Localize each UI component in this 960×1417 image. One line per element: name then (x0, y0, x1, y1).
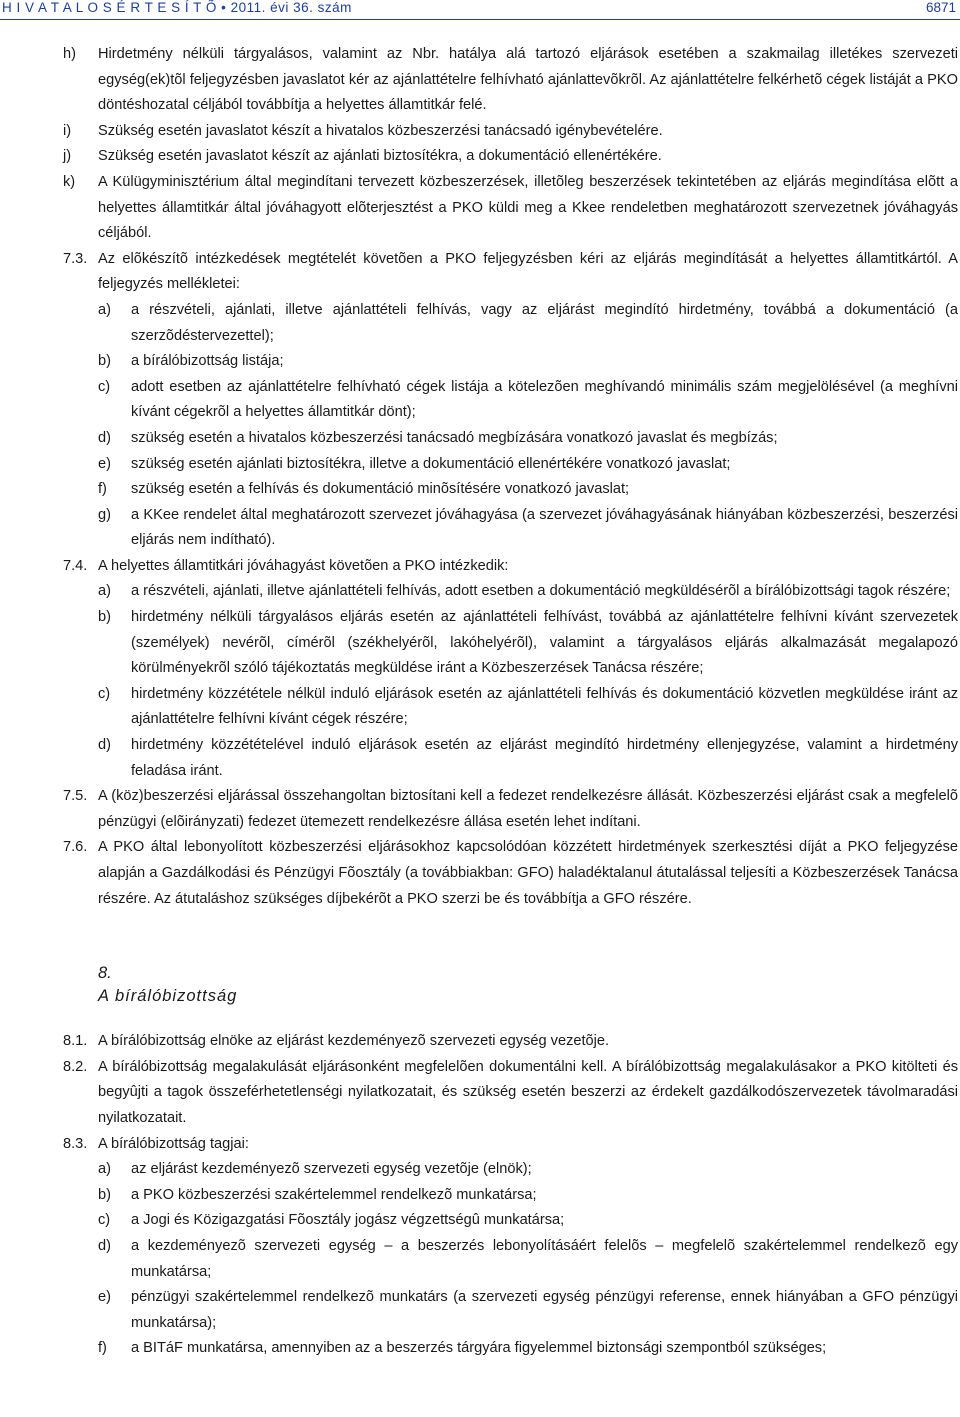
list-item (0, 682, 960, 733)
list-item (0, 170, 960, 247)
paragraph-number: 7.6. (63, 839, 88, 856)
item-text: a BITáF munkatársa, amennyiben az a beszerzés tárgyára figyelemmel biztonsági szempontból szükséges; (131, 1340, 827, 1357)
section-paragraph (0, 1132, 960, 1158)
section-paragraph (0, 247, 960, 298)
paragraph-number: 7.4. (63, 557, 88, 574)
section-number: 8. (98, 964, 112, 983)
item-marker: f) (98, 1340, 107, 1357)
item-text: az eljárást kezdeményezõ szervezeti egység vezetõje (elnök); (131, 1161, 532, 1178)
item-marker: a) (98, 583, 111, 600)
document-body (0, 42, 960, 1362)
item-marker: c) (98, 378, 111, 395)
item-marker: e) (98, 455, 111, 472)
section-title: A bírálóbizottság (98, 987, 238, 1006)
list-item (0, 733, 960, 784)
item-text: hirdetmény nélküli tárgyalásos eljárás esetén az ajánlattételi felhívást, továbbá az ajánlattételre felhívni kívánt szervezetek (személyek) nevérõl, címérõl (székhelyérõl, lakóhelyérõl), valamint a tárgyalásos eljárás alkalmazását megalapozó körülményekrõl szóló tájékoztatás megküldése iránt a Közbeszerzések Tanácsa részére; (131, 609, 958, 677)
list-item (0, 1208, 960, 1234)
paragraph-number: 8.1. (63, 1033, 88, 1050)
paragraph-number: 7.5. (63, 788, 88, 805)
item-text: hirdetmény közzétételével induló eljárások esetén az eljárást megindító hirdetmény ellenjegyzése, valamint a hirdetmény feladása iránt. (131, 737, 958, 779)
item-text: Szükség esetén javaslatot készít az ajánlati biztosítékra, a dokumentáció ellenértékére. (98, 148, 662, 165)
item-marker: k) (63, 173, 76, 190)
item-text: pénzügyi szakértelemmel rendelkezõ munkatárs (a szervezeti egység pénzügyi referense, ennek hiányában a GFO pénzügyi munkatársa); (131, 1289, 958, 1331)
list-item (0, 477, 960, 503)
item-text: a részvételi, ajánlati, illetve ajánlattételi felhívás, adott esetben a dokumentáció megküldésérõl a bírálóbizottsági tagok részére; (131, 583, 951, 600)
item-text: Hirdetmény nélküli tárgyalásos, valamint az Nbr. hatálya alá tartozó eljárások esetében a szakmailag illetékes szervezeti egység(ek)tõl feljegyzésben javaslatot kér az ajánlattételre felhívható ajánlattevõkrõl. Az ajánlattételre felkérhetõ cégek listáját a PKO döntéshozatal céljából továbbítja a helyettes államtitkár felé. (98, 46, 958, 114)
item-marker: c) (98, 1212, 111, 1229)
item-marker: a) (98, 1161, 111, 1178)
page-number: 6871 (925, 0, 956, 15)
item-text: szükség esetén a hivatalos közbeszerzési tanácsadó megbízására vonatkozó javaslat és megbízás; (131, 429, 778, 446)
paragraph-number: 8.3. (63, 1135, 88, 1152)
list-item (0, 579, 960, 605)
item-text: a kezdeményezõ szervezeti egység – a beszerzés lebonyolításáért felelõs – megfelelõ szakértelemmel rendelkezõ egy munkatársa; (131, 1237, 958, 1280)
section-paragraph (0, 1055, 960, 1132)
paragraph-text: A helyettes államtitkári jóváhagyást követõen a PKO intézkedik: (98, 557, 509, 574)
paragraph-text: A bírálóbizottság tagjai: (98, 1135, 249, 1152)
item-text: a PKO közbeszerzési szakértelemmel rendelkezõ munkatársa; (131, 1186, 537, 1203)
journal-title: H I V A T A L O S É R T E S Í T Õ • 2011. évi 36. szám (2, 0, 352, 15)
list-item (0, 605, 960, 682)
header-divider (0, 19, 960, 20)
paragraph-number: 8.2. (63, 1058, 88, 1075)
paragraph-number: 7.3. (63, 250, 88, 267)
item-marker: i) (63, 122, 72, 139)
paragraph-text: Az elõkészítõ intézkedések megtételét követõen a PKO feljegyzésben kéri az eljárás megindítását a helyettes államtitkártól. A feljegyzés mellékletei: (98, 250, 958, 293)
list-item (0, 349, 960, 375)
paragraph-text: A bírálóbizottság megalakulását eljárásonként megfelelõen dokumentálni kell. A bírálóbizottság megalakulásakor a PKO kitölteti és begyûjti a tagok összeférhetetlenségi nyilatkozatait, és szükség esetén beszerzi az érdekelt gazdálkodószervezetek távolmaradási nyilatkozatait. (98, 1058, 958, 1126)
item-text: adott esetben az ajánlattételre felhívható cégek listája a kötelezõen meghívandó minimális szám megjelölésével (a meghívni kívánt cégekrõl a helyettes államtitkár dönt); (131, 378, 958, 421)
paragraph-text: A PKO által lebonyolított közbeszerzési eljárásokhoz kapcsolódóan közzétett hirdetmények szerkesztési díját a PKO feljegyzése alapján a Gazdálkodási és Pénzügyi Fõosztály (a továbbiakban: GFO) haladéktalanul átutalással teljesíti a Közbeszerzések Tanácsa részére. Az átutaláshoz szükséges díjbekérõt a PKO szerzi be és továbbítja a GFO részére. (98, 839, 958, 907)
item-marker: g) (98, 506, 111, 523)
paragraph-text: A (köz)beszerzési eljárással összehangoltan biztosítani kell a fedezet rendelkezésre állását. Közbeszerzési eljárást csak a megfelelõ pénzügyi (elõirányzati) fedezet ütemezett rendelkezésre állása esetén lehet indítani. (98, 788, 958, 830)
section-paragraph (0, 554, 960, 580)
list-item (0, 119, 960, 145)
list-item (0, 144, 960, 170)
item-text: a bírálóbizottság listája; (131, 353, 284, 370)
list-item (0, 375, 960, 426)
item-text: a Jogi és Közigazgatási Fõosztály jogász végzettségû munkatársa; (131, 1212, 565, 1229)
page-header (0, 0, 960, 20)
item-text: a KKee rendelet által meghatározott szervezet jóváhagyása (a szervezet jóváhagyásának hiányában közbeszerzési, beszerzési eljárás nem indítható). (131, 506, 958, 549)
item-text: szükség esetén a felhívás és dokumentáció minõsítésére vonatkozó javaslat; (131, 481, 630, 498)
item-marker: d) (98, 429, 111, 446)
item-marker: c) (98, 685, 111, 702)
item-text: A Külügyminisztérium által megindítani tervezett közbeszerzések, illetõleg beszerzések tekintetében az eljárás megindítása elõtt a helyettes államtitkár által jóváhagyott elõterjesztést a PKO küldi meg a Kkee rendeletben meghatározott szervezetnek jóváhagyás céljából. (98, 173, 958, 242)
item-text: Szükség esetén javaslatot készít a hivatalos közbeszerzési tanácsadó igénybevételére. (98, 122, 663, 139)
item-marker: b) (98, 609, 111, 626)
list-item (0, 426, 960, 452)
paragraph-text: A bírálóbizottság elnöke az eljárást kezdeményezõ szervezeti egység vezetõje. (98, 1033, 610, 1050)
item-text: szükség esetén ajánlati biztosítékra, illetve a dokumentáció ellenértékére vonatkozó javaslat; (131, 455, 731, 472)
list-item (0, 298, 960, 349)
list-item (0, 503, 960, 554)
list-item (0, 1285, 960, 1336)
item-marker: b) (98, 1186, 111, 1203)
item-marker: b) (98, 353, 111, 370)
item-marker: f) (98, 481, 107, 498)
item-marker: j) (63, 148, 72, 165)
list-item (0, 42, 960, 119)
item-text: a részvételi, ajánlati, illetve ajánlattételi felhívás, vagy az eljárást megindító hirdetmény, továbbá a dokumentáció (a szerzõdéstervezettel); (131, 301, 958, 344)
section-paragraph (0, 784, 960, 835)
item-text: hirdetmény közzététele nélkül induló eljárások esetén az ajánlattételi felhívás és dokumentáció közvetlen megküldése iránt az ajánlattételre felhívni kívánt cégek részére; (131, 685, 958, 728)
section-paragraph (0, 835, 960, 912)
item-marker: h) (63, 46, 76, 62)
item-marker: d) (98, 737, 111, 754)
item-marker: e) (98, 1289, 111, 1306)
section-paragraph (0, 1029, 960, 1055)
list-item (0, 1183, 960, 1209)
list-item (0, 1336, 960, 1362)
item-marker: d) (98, 1237, 111, 1254)
list-item (0, 452, 960, 478)
list-item (0, 1234, 960, 1285)
list-item (0, 1157, 960, 1183)
item-marker: a) (98, 301, 111, 318)
